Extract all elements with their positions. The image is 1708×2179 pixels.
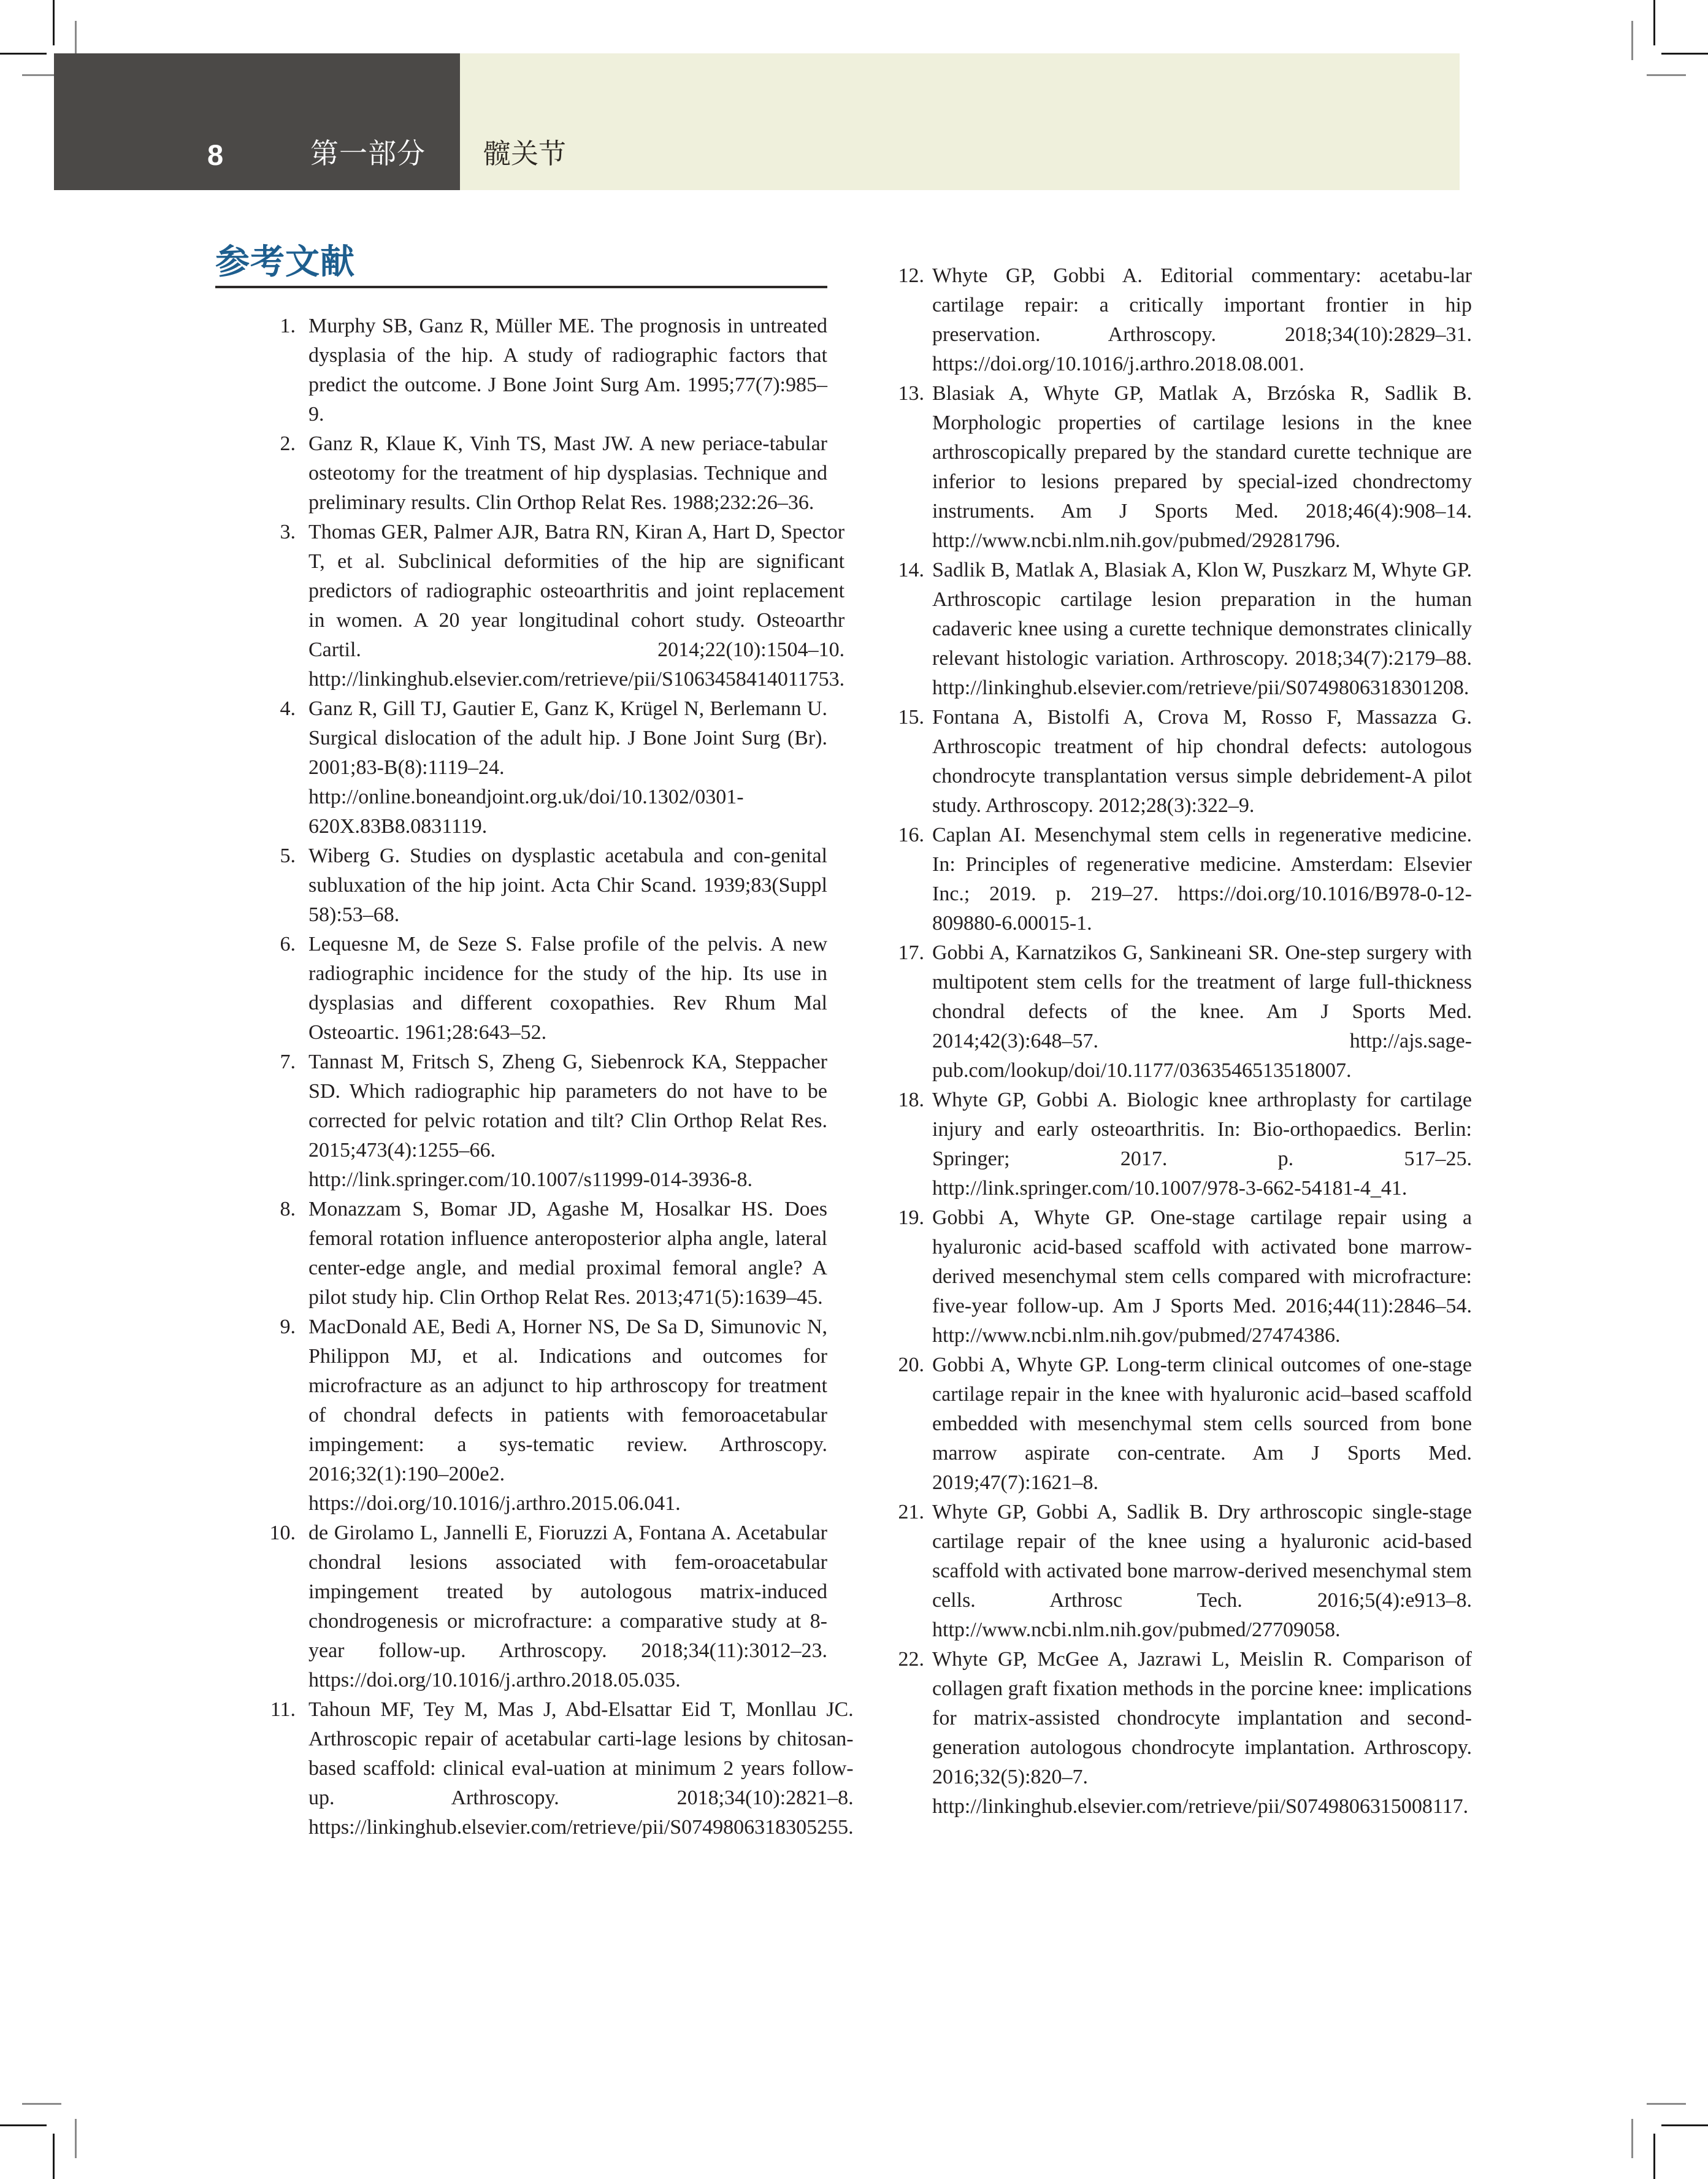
reference-text: Blasiak A, Whyte GP, Matlak A, Brzóska R, Sadlik B. Morphologic properties of cartilage lesions in the knee arthroscopically prepared by the standard curette technique are inferior to lesions prepared by special-ized chondrectomy instruments. Am J Sports Med. 2018;46(4):908–14. http://www.ncbi.nlm.nih.gov/pubmed/29281796. (932, 382, 1472, 552)
reference-number: 18. (898, 1089, 924, 1111)
reference-text: Fontana A, Bistolfi A, Crova M, Rosso F, Massazza G. Arthroscopic treatment of hip chondral defects: autologous chondrocyte transplantation versus simple debridement-A pilot study. Arthroscopy. 2012;28(3):322–9. (932, 706, 1472, 817)
reference-text: Monazzam S, Bomar JD, Agashe M, Hosalkar HS. Does femoral rotation influence anteroposterior alpha angle, lateral center-edge angle, and medial proximal femoral angle? A pilot study hip. Clin Orthop Relat Res. 2013;471(5):1639–45. (308, 1198, 827, 1309)
reference-number: 6. (280, 933, 296, 955)
reference-text: Wiberg G. Studies on dysplastic acetabula and con-genital subluxation of the hip joint. Acta Chir Scand. 1939;83(Suppl 58):53–68. (308, 844, 827, 926)
section-title-rule (215, 286, 827, 288)
reference-item (886, 556, 1472, 703)
reference-number: 21. (898, 1501, 924, 1523)
reference-item (886, 1645, 1472, 1821)
reference-text: Whyte GP, Gobbi A. Editorial commentary: acetabu-lar cartilage repair: a critically important frontier in hip preservation. Arthroscopy. 2018;34(10):2829–31. https://doi.org/10.1016/j.arthro.2018.08.001. (932, 264, 1472, 375)
reference-item (215, 1518, 827, 1695)
reference-number: 11. (270, 1698, 296, 1721)
reference-item (886, 703, 1472, 821)
reference-number: 4. (280, 697, 296, 720)
reference-number: 16. (898, 824, 924, 846)
reference-item (886, 938, 1472, 1086)
reference-item (215, 1695, 854, 1842)
reference-text: Sadlik B, Matlak A, Blasiak A, Klon W, Puszkarz M, Whyte GP. Arthroscopic cartilage lesion preparation in the human cadaveric knee using a curette technique demonstrates clinically relevant histologic variation. Arthroscopy. 2018;34(7):2179–88. http://linkinghub.elsevier.com/retrieve/pii/S0749806318301208. (932, 559, 1472, 699)
reference-text: Whyte GP, Gobbi A. Biologic knee arthroplasty for cartilage injury and early osteoarthritis. In: Bio-orthopaedics. Berlin: Springer; 2017. p. 517–25. http://link.springer.com/10.1007/978-3-662-54181-4_41. (932, 1089, 1472, 1200)
reference-item (215, 312, 827, 429)
reference-item (886, 1203, 1472, 1350)
reference-item (886, 1498, 1472, 1645)
reference-number: 13. (898, 382, 924, 405)
reference-text: Caplan AI. Mesenchymal stem cells in regenerative medicine. In: Principles of regenerative medicine. Amsterdam: Elsevier Inc.; 2019. p. 219–27. https://doi.org/10.1016/B978-0-12-809880-6.00015-1. (932, 824, 1472, 935)
reference-number: 17. (898, 941, 924, 964)
reference-text: Tahoun MF, Tey M, Mas J, Abd-Elsattar Eid T, Monllau JC. Arthroscopic repair of acetabular carti-lage lesions by chitosan-based scaffold: clinical eval-uation at minimum 2 years follow-up. Arthroscopy. 2018;34(10):2821–8. https://linkinghub.elsevier.com/retrieve/pii/S0749806318305255. (308, 1698, 854, 1839)
reference-text: Gobbi A, Karnatzikos G, Sankineani SR. One-step surgery with multipotent stem cells for the treatment of large full-thickness chondral defects of the knee. Am J Sports Med. 2014;42(3):648–57. http://ajs.sage-pub.com/lookup/doi/10.1177/0363546513518007. (932, 941, 1472, 1082)
references-column-left (215, 312, 854, 1842)
page-number: 8 (207, 139, 224, 171)
reference-number: 7. (280, 1051, 296, 1073)
part-label: 第一部分 (310, 138, 426, 169)
reference-number: 1. (280, 315, 296, 337)
reference-number: 12. (898, 264, 924, 287)
reference-text: Gobbi A, Whyte GP. One-stage cartilage repair using a hyaluronic acid-based scaffold with activated bone marrow-derived mesenchymal stem cells compared with microfracture: five-year follow-up. Am J Sports Med. 2016;44(11):2846–54. http://www.ncbi.nlm.nih.gov/pubmed/27474386. (932, 1206, 1472, 1347)
reference-item (886, 821, 1472, 938)
reference-text: MacDonald AE, Bedi A, Horner NS, De Sa D, Simunovic N, Philippon MJ, et al. Indications and outcomes for microfracture as an adjunct to hip arthroscopy for treatment of chondral defects in patients with femoroacetabular impingement: a sys-tematic review. Arthroscopy. 2016;32(1):190–200e2. https://doi.org/10.1016/j.arthro.2015.06.041. (308, 1315, 827, 1515)
reference-number: 19. (898, 1206, 924, 1229)
header-dark-band (54, 53, 460, 190)
reference-item (886, 261, 1472, 379)
reference-number: 8. (280, 1198, 296, 1220)
reference-number: 20. (898, 1354, 924, 1376)
reference-item (215, 694, 827, 841)
reference-text: Lequesne M, de Seze S. False profile of the pelvis. A new radiographic incidence for the study of the hip. Its use in dysplasias and different coxopathies. Rev Rhum Mal Osteoartic. 1961;28:643–52. (308, 933, 827, 1044)
reference-item (886, 1086, 1472, 1203)
reference-text: Whyte GP, McGee A, Jazrawi L, Meislin R. Comparison of collagen graft fixation methods in the porcine knee: implications for matrix-assisted chondrocyte implantation and second-generation autologous chondrocyte implantation. Arthroscopy. 2016;32(5):820–7. http://linkinghub.elsevier.com/retrieve/pii/S0749806315008117. (932, 1648, 1472, 1818)
header-cream-band (460, 53, 1460, 190)
reference-text: Whyte GP, Gobbi A, Sadlik B. Dry arthroscopic single-stage cartilage repair of the knee using a hyaluronic acid-based scaffold with activated bone marrow-derived mesenchymal stem cells. Arthrosc Tech. 2016;5(4):e913–8. http://www.ncbi.nlm.nih.gov/pubmed/27709058. (932, 1501, 1472, 1641)
reference-number: 2. (280, 432, 296, 455)
reference-number: 5. (280, 844, 296, 867)
reference-number: 3. (280, 521, 296, 543)
chapter-label: 髋关节 (483, 139, 567, 169)
reference-item (215, 518, 845, 694)
reference-item (215, 1047, 827, 1195)
reference-text: Tannast M, Fritsch S, Zheng G, Siebenrock KA, Steppacher SD. Which radiographic hip parameters do not have to be corrected for pelvic rotation and tilt? Clin Orthop Relat Res. 2015;473(4):1255–66. http://link.springer.com/10.1007/s11999-014-3936-8. (308, 1051, 827, 1191)
reference-text: Gobbi A, Whyte GP. Long-term clinical outcomes of one-stage cartilage repair in the knee with hyaluronic acid–based scaffold embedded with mesenchymal stem cells sourced from bone marrow aspirate con-centrate. Am J Sports Med. 2019;47(7):1621–8. (932, 1354, 1472, 1494)
reference-number: 14. (898, 559, 924, 581)
reference-number: 22. (898, 1648, 924, 1671)
references-column-right (886, 261, 1472, 1821)
reference-number: 15. (898, 706, 924, 729)
reference-item (886, 379, 1472, 556)
reference-text: de Girolamo L, Jannelli E, Fioruzzi A, Fontana A. Acetabular chondral lesions associated with fem-oroacetabular impingement treated by autologous matrix-induced chondrogenesis or microfracture: a comparative study at 8-year follow-up. Arthroscopy. 2018;34(11):3012–23. https://doi.org/10.1016/j.arthro.2018.05.035. (308, 1522, 827, 1691)
reference-item (215, 930, 827, 1047)
reference-item (886, 1350, 1472, 1498)
reference-item (215, 841, 827, 930)
reference-number: 10. (269, 1522, 296, 1544)
reference-text: Ganz R, Gill TJ, Gautier E, Ganz K, Krügel N, Berlemann U. Surgical dislocation of the adult hip. J Bone Joint Surg (Br). 2001;83-B(8):1119–24. http://online.boneandjoint.org.uk/doi/10.1302/0301-620X.83B8.0831119. (308, 697, 827, 838)
section-title: 参考文献 (215, 242, 355, 281)
reference-text: Murphy SB, Ganz R, Müller ME. The prognosis in untreated dysplasia of the hip. A study of radiographic factors that predict the outcome. J Bone Joint Surg Am. 1995;77(7):985–9. (308, 315, 827, 426)
reference-text: Thomas GER, Palmer AJR, Batra RN, Kiran A, Hart D, Spector T, et al. Subclinical deformities of the hip are significant predictors of radiographic osteoarthritis and joint replacement in women. A 20 year longitudinal cohort study. Osteoarthr Cartil. 2014;22(10):1504–10. http://linkinghub.elsevier.com/retrieve/pii/S1063458414011753. (308, 521, 845, 691)
reference-item (215, 1195, 827, 1312)
reference-item (215, 429, 827, 518)
reference-text: Ganz R, Klaue K, Vinh TS, Mast JW. A new periace-tabular osteotomy for the treatment of hip dysplasias. Technique and preliminary results. Clin Orthop Relat Res. 1988;232:26–36. (308, 432, 827, 514)
reference-item (215, 1312, 827, 1518)
reference-number: 9. (280, 1315, 296, 1338)
